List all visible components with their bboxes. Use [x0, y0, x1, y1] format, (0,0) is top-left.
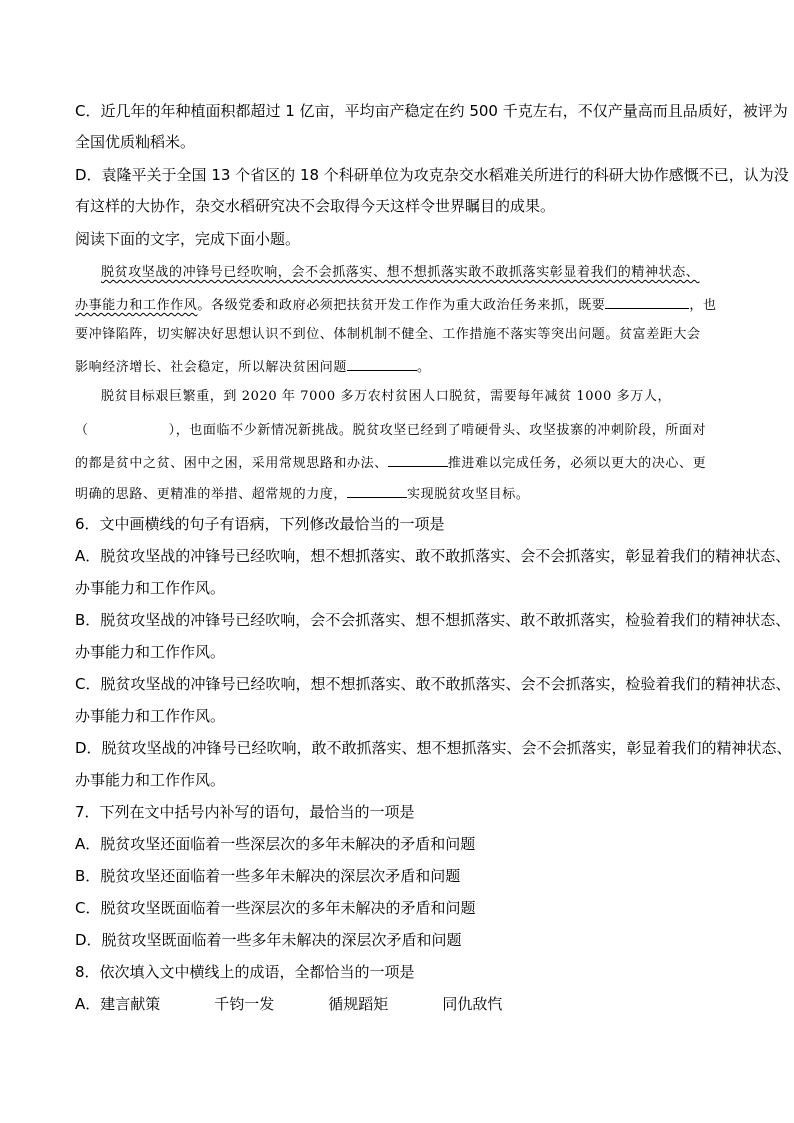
q8-word-1: 建言献策 [100, 995, 161, 1013]
paren-open: （ [75, 423, 89, 438]
passage-text: 的都是贫中之贫、困中之困，采用常规思路和办法、 [75, 456, 388, 471]
q6-stem: 6．文中画横线的句子有语病，下列修改最恰当的一项是 [75, 515, 445, 533]
q6-option-b-line1: B．脱贫攻坚战的冲锋号已经吹响，会不会抓落实、想不想抓落实、敢不敢抓落实，检验着我们的精神状态、 [75, 611, 791, 629]
q6-option-d-line2: 办事能力和工作作风。 [75, 771, 226, 789]
q6-option-d-line1: D．脱贫攻坚战的冲锋号已经吹响，敢不敢抓落实、想不想抓落实、会不会抓落实，彰显着我们的精神状态、 [75, 739, 792, 757]
q8-word-4: 同仇敌忾 [442, 995, 503, 1013]
q5-option-d-line1: D．袁隆平关于全国 13 个省区的 18 个科研单位为攻克杂交水稻难关所进行的科研大协作感慨不已，认为没 [75, 166, 789, 184]
passage-text: 推进难以完成任务，必须以更大的决心、更 [447, 456, 707, 471]
q7-option-a: A．脱贫攻坚还面临着一些深层次的多年未解决的矛盾和问题 [75, 835, 476, 853]
q8-stem: 8．依次填入文中横线上的成语，全都恰当的一项是 [75, 963, 415, 981]
underlined-sentence-part1: 脱贫攻坚战的冲锋号已经吹响，会不会抓落实、想不想抓落实敢不敢抓落实彰显着我们的精神状态、 [101, 265, 700, 280]
fill-blank-1 [605, 294, 689, 309]
passage-text: 。 [417, 360, 431, 375]
passage-text: 实现脱贫攻坚目标。 [407, 487, 530, 502]
q7-option-b: B．脱贫攻坚还面临着一些多年未解决的深层次矛盾和问题 [75, 867, 461, 885]
passage-p1-line4 [75, 356, 431, 378]
q8-word-3: 循规蹈矩 [328, 995, 389, 1013]
fill-blank-2 [347, 356, 417, 371]
passage-text: 影响经济增长、社会稳定，所以解决贫困问题 [75, 360, 348, 375]
passage-text: ），也面临不少新情况新挑战。脱贫攻坚已经到了啃硬骨头、攻坚拔寨的冲刺阶段，所面对 [168, 423, 707, 438]
passage-text: 明确的思路、更精准的举措、超常规的力度， [75, 487, 348, 502]
passage-p1-line2 [75, 294, 717, 316]
q7-option-c: C．脱贫攻坚既面临着一些深层次的多年未解决的矛盾和问题 [75, 899, 476, 917]
passage-p1-line3: 要冲锋陷阵，切实解决好思想认识不到位、体制机制不健全、工作措施不落实等突出问题。贫富差距大会 [75, 327, 701, 342]
q7-option-d: D．脱贫攻坚既面临着一些多年未解决的深层次矛盾和问题 [75, 931, 462, 949]
q7-stem: 7．下列在文中括号内补写的语句，最恰当的一项是 [75, 803, 415, 821]
fill-blank-4 [347, 483, 407, 498]
underlined-sentence-part2: 办事能力和工作作风 [75, 298, 198, 313]
passage-p1-line1 [101, 263, 699, 283]
q6-option-a-line2: 办事能力和工作作风。 [75, 579, 226, 597]
passage-p2-line2 [75, 421, 706, 441]
q6-option-b-line2: 办事能力和工作作风。 [75, 643, 226, 661]
passage-text: 。各级党委和政府必须把扶贫开发工作作为重大政治任务来抓，既要 [197, 298, 606, 313]
q6-option-c-line1: C．脱贫攻坚战的冲锋号已经吹响，想不想抓落实、敢不敢抓落实、会不会抓落实，检验着我们的精神状态、 [75, 675, 791, 693]
reading-instruction: 阅读下面的文字，完成下面小题。 [75, 230, 301, 248]
passage-p2-line4 [75, 483, 529, 505]
q8-word-2: 千钧一发 [214, 995, 275, 1013]
q6-option-a-line1: A．脱贫攻坚战的冲锋号已经吹响，想不想抓落实、敢不敢抓落实、会不会抓落实，彰显着我们的精神状态、 [75, 547, 791, 565]
q8-option-label: A． [75, 995, 101, 1013]
q5-option-c-line1: C．近几年的年种植面积都超过 1 亿亩，平均亩产稳定在约 500 千克左右，不仅产量高而且品质好，被评为 [75, 102, 788, 120]
passage-text: ，也 [689, 298, 717, 313]
passage-p2-line1: 脱贫目标艰巨繁重，到 2020 年 7000 多万农村贫困人口脱贫，需要每年减贫 1000 多万人， [101, 389, 672, 404]
q8-option-a [75, 994, 502, 1014]
q5-option-c-line2: 全国优质籼稻米。 [75, 133, 196, 151]
q5-option-d-line2: 有这样的大协作，杂交水稻研究决不会取得今天这样令世界瞩目的成果。 [75, 197, 556, 215]
q6-option-c-line2: 办事能力和工作作风。 [75, 707, 226, 725]
passage-p2-line3 [75, 452, 706, 474]
fill-blank-3 [388, 452, 448, 467]
